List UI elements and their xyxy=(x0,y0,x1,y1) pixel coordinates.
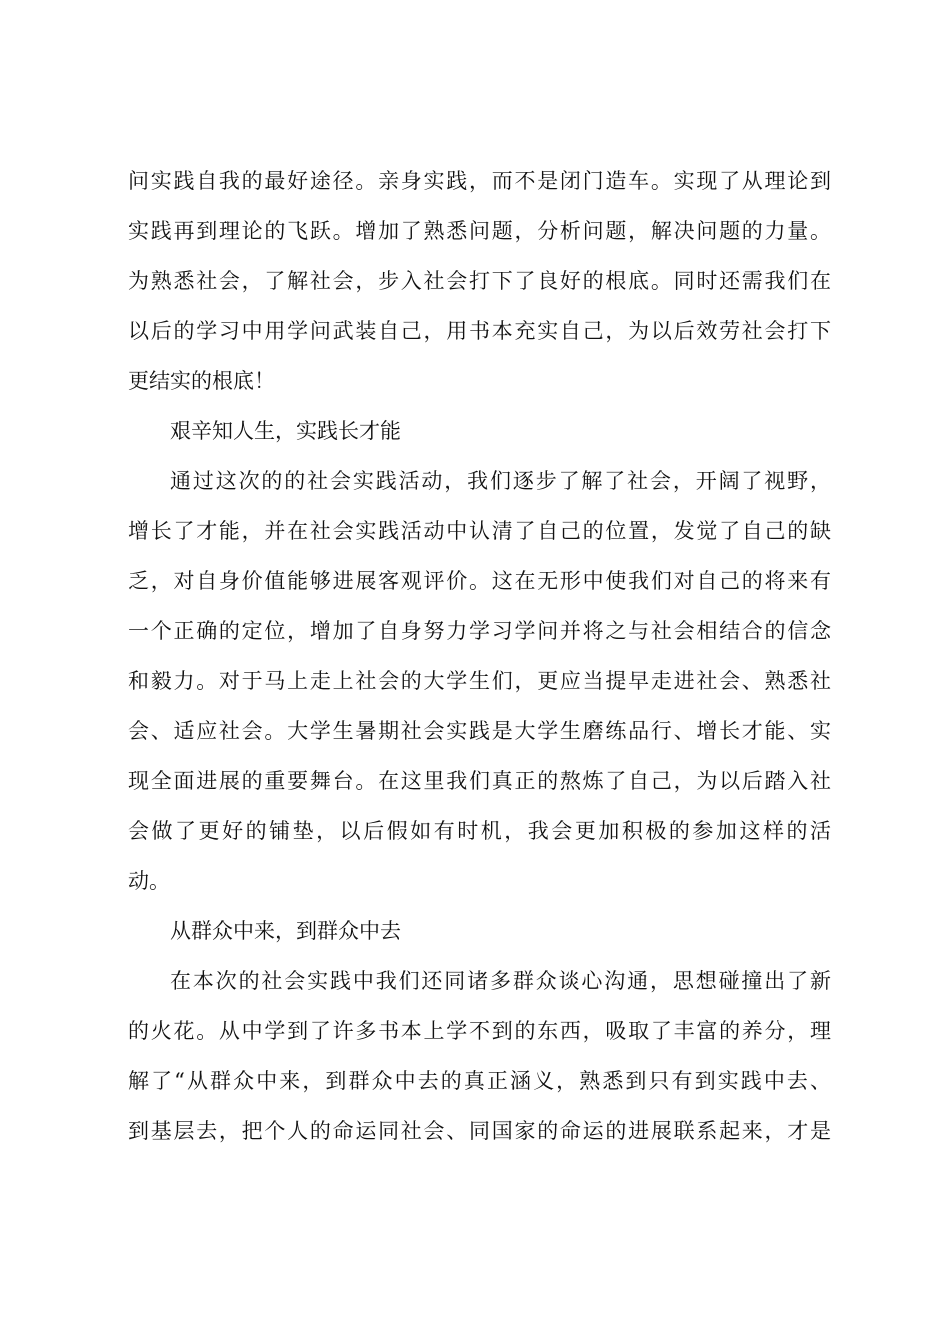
paragraph-line: 通过这次的的社会实践活动，我们逐步了解了社会，开阔了视野， xyxy=(170,469,831,493)
paragraph-line: 会做了更好的铺垫，以后假如有时机，我会更加积极的参加这样的活 xyxy=(128,819,831,843)
paragraph-line: 和毅力。对于马上走上社会的大学生们，更应当提早走进社会、熟悉社 xyxy=(128,669,831,693)
document-body xyxy=(128,156,831,1156)
paragraph-line: 解了“从群众中来，到群众中去的真正涵义，熟悉到只有到实践中去、 xyxy=(128,1069,831,1093)
section-heading: 从群众中来，到群众中去 xyxy=(170,919,401,943)
paragraph-line: 到基层去，把个人的命运同社会、同国家的命运的进展联系起来，才是 xyxy=(128,1119,831,1143)
paragraph-line: 增长了才能，并在社会实践活动中认清了自己的位置，发觉了自己的缺 xyxy=(128,519,831,543)
paragraph-line: 以后的学习中用学问武装自己，用书本充实自己，为以后效劳社会打下 xyxy=(128,319,831,343)
paragraph-line: 现全面进展的重要舞台。在这里我们真正的熬炼了自己，为以后踏入社 xyxy=(128,769,831,793)
paragraph-line: 会、适应社会。大学生暑期社会实践是大学生磨练品行、增长才能、实 xyxy=(128,719,831,743)
paragraph-line: 动。 xyxy=(128,869,170,893)
paragraph-line: 的火花。从中学到了许多书本上学不到的东西，吸取了丰富的养分，理 xyxy=(128,1019,831,1043)
paragraph-line: 更结实的根底！ xyxy=(128,369,275,393)
paragraph-line: 问实践自我的最好途径。亲身实践，而不是闭门造车。实现了从理论到 xyxy=(128,169,831,193)
paragraph-line: 乏，对自身价值能够进展客观评价。这在无形中使我们对自己的将来有 xyxy=(128,569,831,593)
paragraph-line: 在本次的社会实践中我们还同诸多群众谈心沟通，思想碰撞出了新 xyxy=(170,969,831,993)
section-heading: 艰辛知人生，实践长才能 xyxy=(170,419,401,443)
paragraph-line: 为熟悉社会，了解社会，步入社会打下了良好的根底。同时还需我们在 xyxy=(128,269,831,293)
paragraph-line: 实践再到理论的飞跃。增加了熟悉问题，分析问题，解决问题的力量。 xyxy=(128,219,831,243)
paragraph-line: 一个正确的定位，增加了自身努力学习学问并将之与社会相结合的信念 xyxy=(128,619,831,643)
